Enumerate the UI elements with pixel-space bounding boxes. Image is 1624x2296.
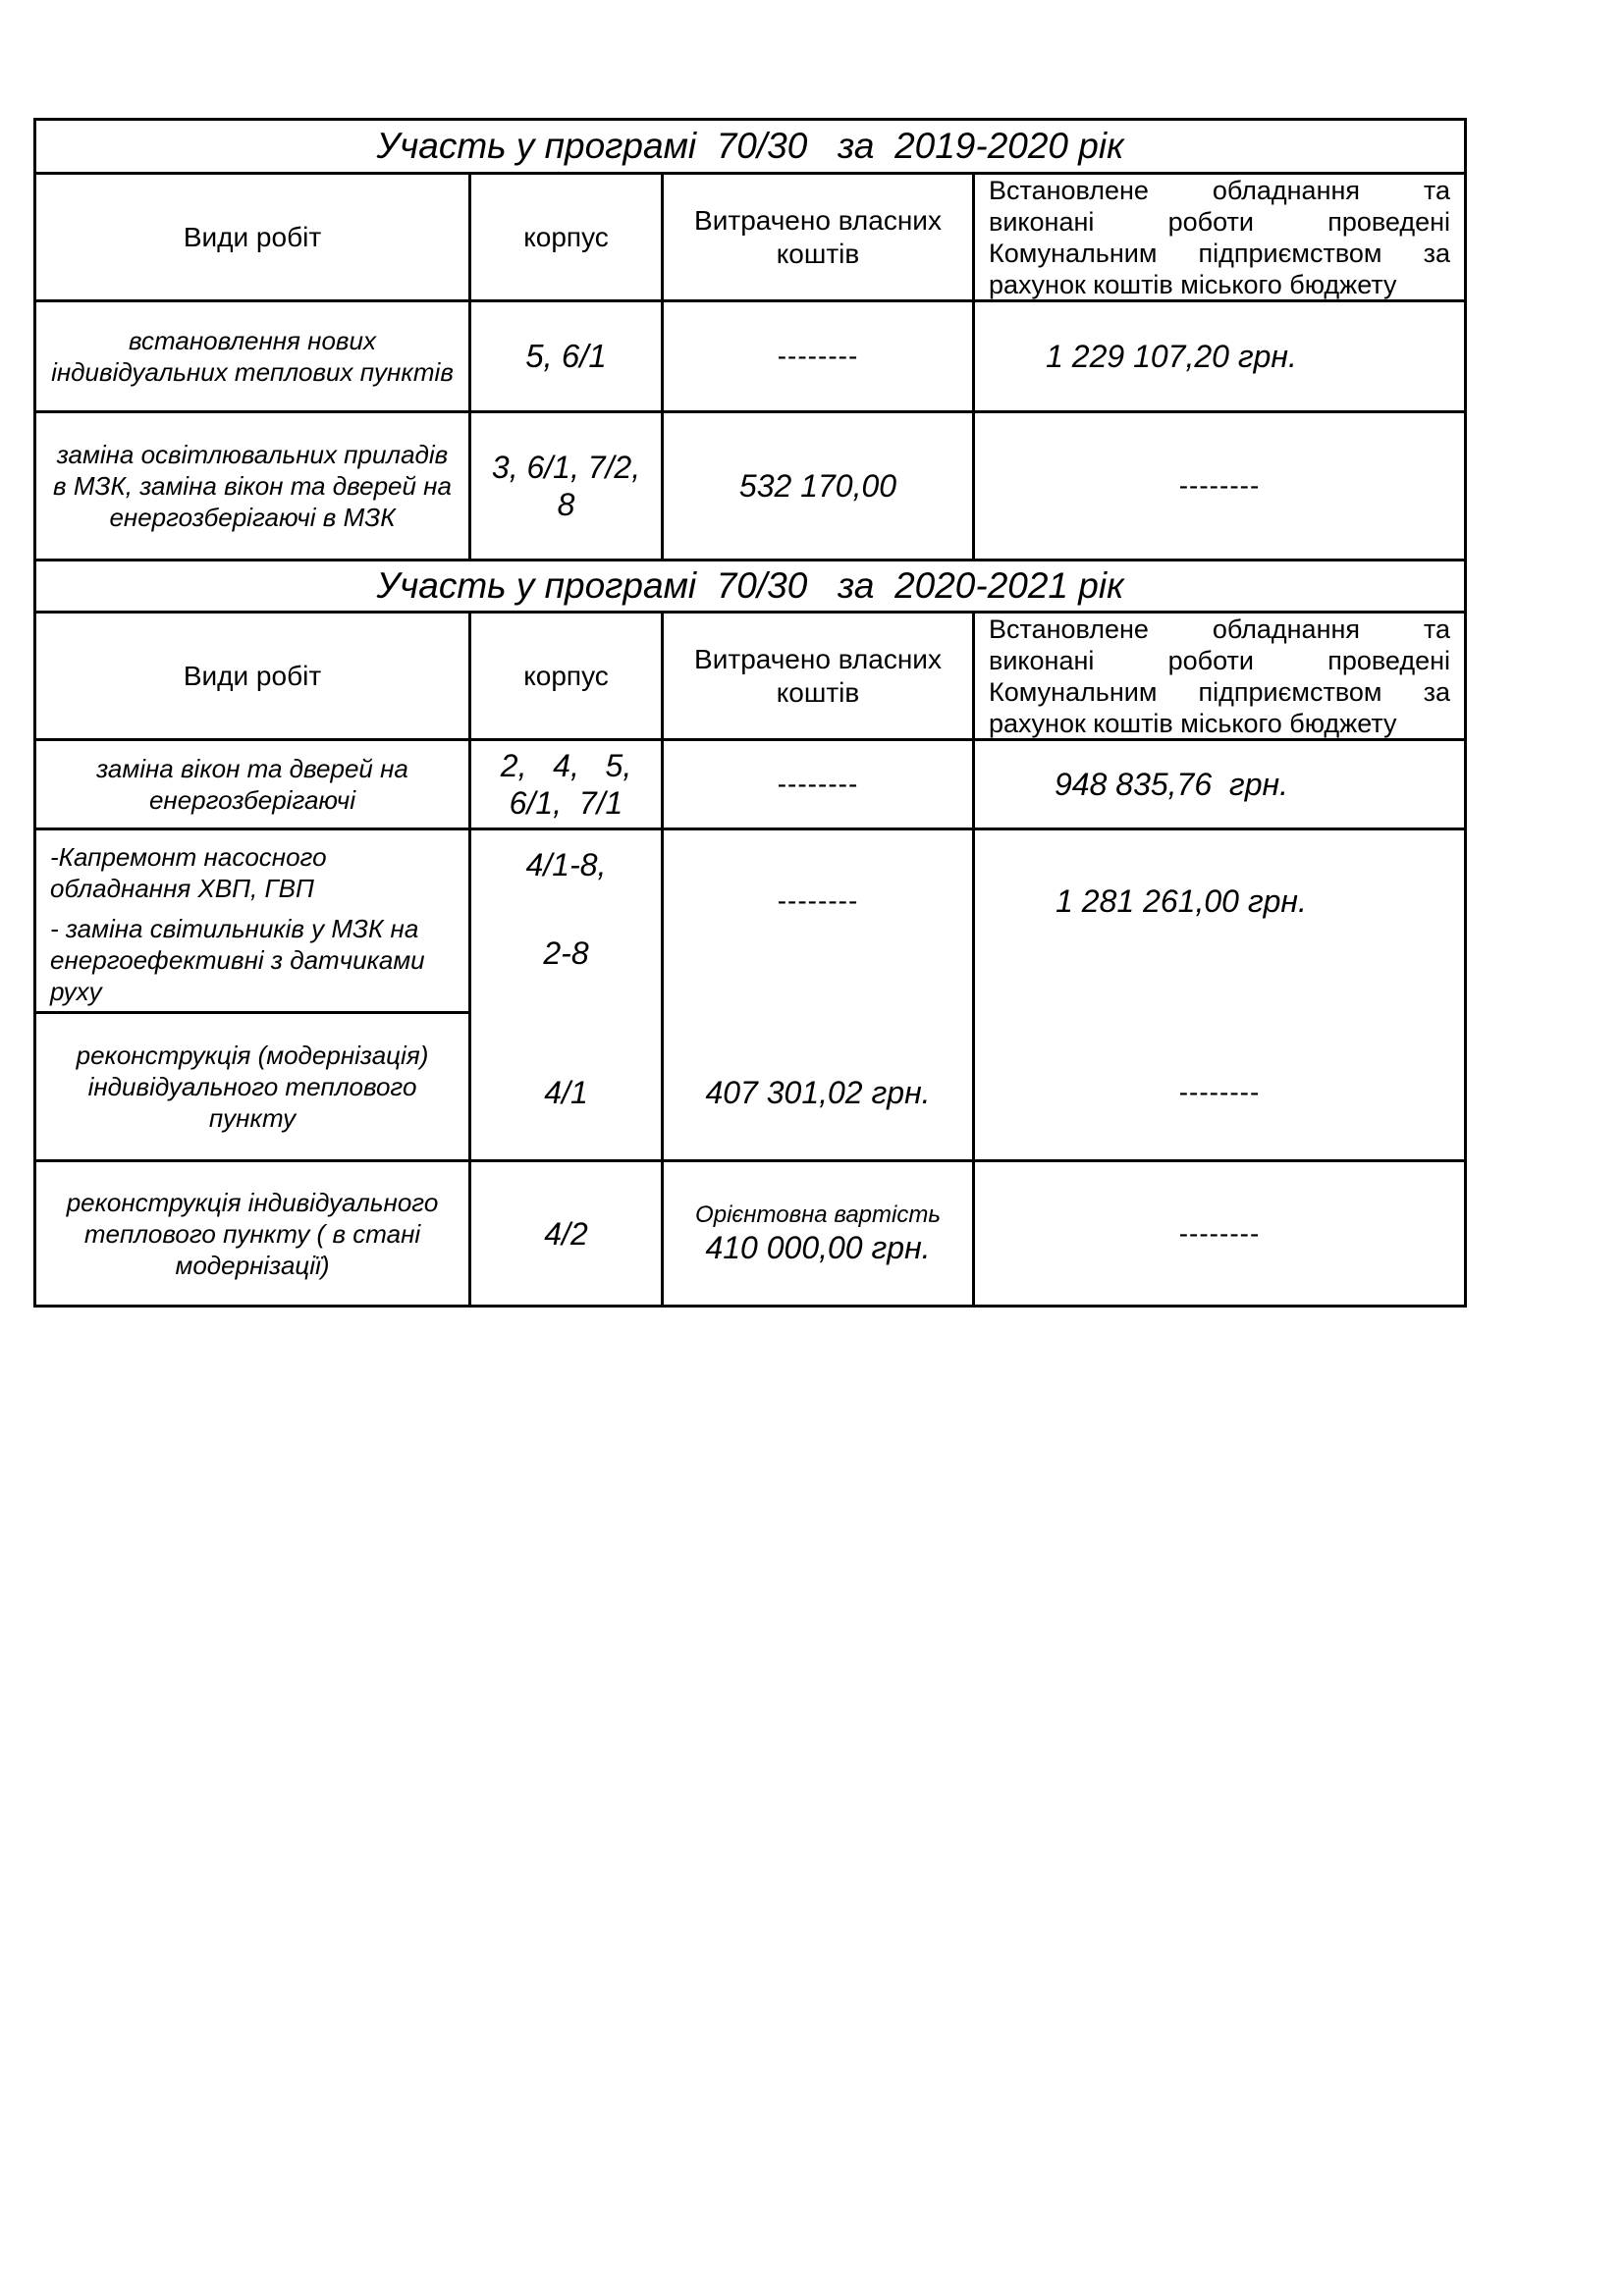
row-building: 3, 6/1, 7/2, 8 [491, 450, 641, 522]
section-title: Участь у програмі 70/30 за 2020-2021 рік [376, 565, 1124, 606]
row-works: заміна освітлювальних приладів в МЗК, заміна вікон та дверей на енергозберігаючі в МЗК [53, 440, 452, 532]
row-own-funds: -------- [777, 341, 859, 371]
row-building-line: 2, 4, 5, [500, 748, 632, 783]
header-city-line: Комунальним підприємством за [989, 238, 1450, 268]
row-works: реконструкція індивідуального теплового пункту ( в стані модернізації) [66, 1187, 439, 1280]
header-city-line: Комунальним підприємством за [989, 676, 1450, 707]
row-building [471, 741, 661, 828]
header-city-line: виконані роботи проведені [989, 206, 1450, 237]
row-own-funds: -------- [777, 885, 859, 916]
header-own-funds: Витрачено власних коштів [694, 643, 942, 708]
row-city-amount: -------- [1178, 1217, 1261, 1249]
row-city-amount: 1 229 107,20 грн. [1046, 339, 1297, 374]
estimate-note: Орієнтовна вартість [695, 1201, 941, 1228]
row-own-funds: -------- [777, 769, 859, 799]
header-works: Види робіт [183, 660, 322, 691]
row-works: встановлення нових індивідуальних теплових пунктів [51, 326, 454, 387]
estimate-amount: 410 000,00 грн. [705, 1229, 931, 1265]
row-works: реконструкція (модернізація) індивідуального теплового пункту [76, 1041, 429, 1133]
row-building: 5, 6/1 [525, 338, 607, 374]
header-city-line: рахунок коштів міського бюджету [989, 708, 1397, 738]
row-works: - заміна світильників у МЗК на енергоефективні з датчиками руху [50, 914, 425, 1006]
row-own-funds [664, 1162, 972, 1305]
header-building: корпус [523, 660, 609, 691]
header-city-line: Встановлене обладнання та [989, 175, 1450, 205]
works-table [33, 118, 1467, 1308]
row-city-amount: -------- [1178, 1077, 1261, 1107]
header-building: корпус [523, 221, 609, 252]
row-city-amount: 948 835,76 грн. [1054, 767, 1288, 802]
header-city-budget [975, 614, 1464, 738]
row-city-amount: 1 281 261,00 грн. [1056, 883, 1307, 919]
header-city-line: рахунок коштів міського бюджету [989, 269, 1397, 299]
row-building: 4/1 [544, 1075, 588, 1110]
row-own-funds: 407 301,02 грн. [705, 1075, 931, 1110]
header-own-funds: Витрачено власних коштів [694, 204, 942, 269]
row-city-amount: -------- [1178, 470, 1261, 501]
header-city-line: Встановлене обладнання та [989, 614, 1450, 644]
rule [36, 828, 1464, 830]
row-works: -Капремонт насосного обладнання ХВП, ГВП [50, 842, 327, 903]
row-works: заміна вікон та дверей на енергозберігаючі [96, 754, 408, 815]
header-works: Види робіт [183, 221, 322, 252]
header-city-budget [975, 175, 1464, 299]
row-building: 4/1-8, [525, 847, 607, 882]
row-building-line: 6/1, 7/1 [509, 785, 623, 821]
section-title: Участь у програмі 70/30 за 2019-2020 рік [376, 126, 1124, 166]
row-own-funds: 532 170,00 [738, 468, 897, 504]
header-city-line: виконані роботи проведені [989, 645, 1450, 675]
row-building: 2-8 [543, 935, 589, 971]
row-building: 4/2 [544, 1215, 588, 1252]
